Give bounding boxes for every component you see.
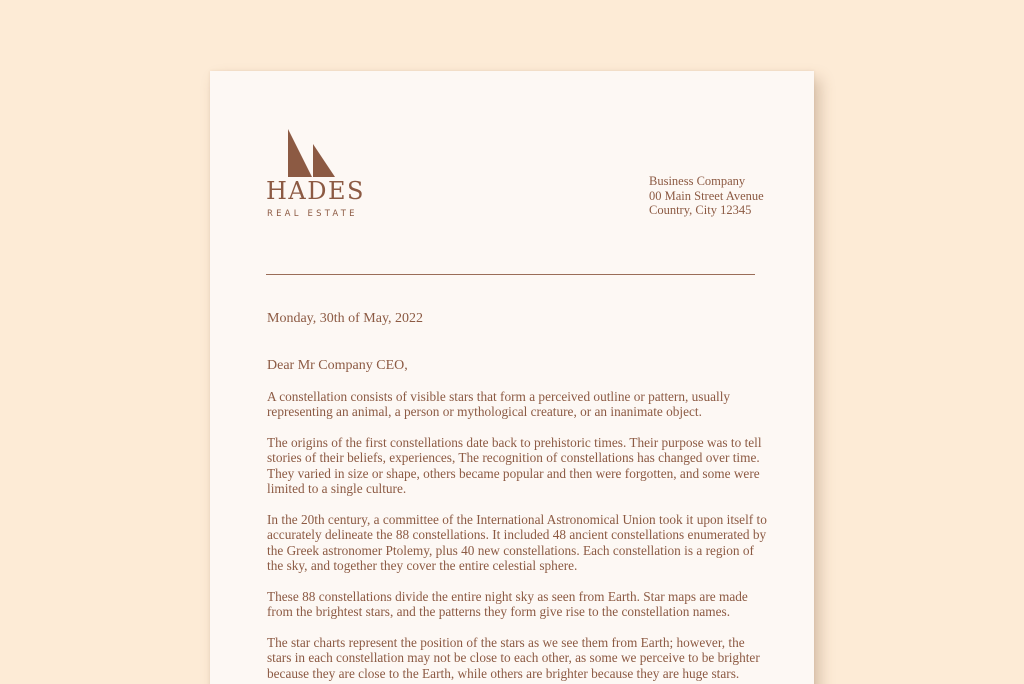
body-paragraph: These 88 constellations divide the entire night sky as seen from Earth. Star maps are made from the brightest stars, and the patterns they form give rise to the constellation names. — [267, 588, 748, 619]
salutation: Dear Mr Company CEO, — [267, 358, 408, 373]
address-line: Business Company — [649, 174, 746, 188]
body-paragraph: In the 20th century, a committee of the International Astronomical Union took it upon itself to accurately delineate the 88 constellations. It included 48 ancient constellations enumerated by the Greek astronomer Ptolemy, plus 40 new constellations. Each constellation is a region of the sky, and together they cover the entire celestial sphere. — [267, 511, 767, 573]
body-paragraph: The star charts represent the position of the stars as we see them from Earth; however, the stars in each constellation may not be close to each other, as some we perceive to be brighter because they are close to the Earth, while others are brighter because they are huge stars. — [267, 634, 760, 681]
company-address — [649, 174, 764, 218]
address-line: 00 Main Street Avenue — [649, 188, 764, 203]
letter-date: Monday, 30th of May, 2022 — [267, 311, 424, 326]
body-paragraph: A constellation consists of visible stars that form a perceived outline or pattern, usually representing an animal, a person or mythological creature, or an inanimate object. — [267, 388, 731, 419]
body-paragraph: The origins of the first constellations date back to prehistoric times. Their purpose was to tell stories of their beliefs, experiences, The recognition of constellations has changed over time. They varied in size or shape, others became popular and then were forgotten, and some were limited to a single culture. — [267, 434, 762, 496]
logo-subtitle: REAL ESTATE — [267, 209, 358, 219]
address-line: Country, City 12345 — [649, 203, 752, 217]
letter-body — [267, 358, 767, 684]
sails-logo-icon — [288, 129, 336, 177]
letter-sheet — [210, 71, 814, 684]
logo-name: HADES — [266, 177, 365, 205]
header-divider — [266, 274, 755, 275]
